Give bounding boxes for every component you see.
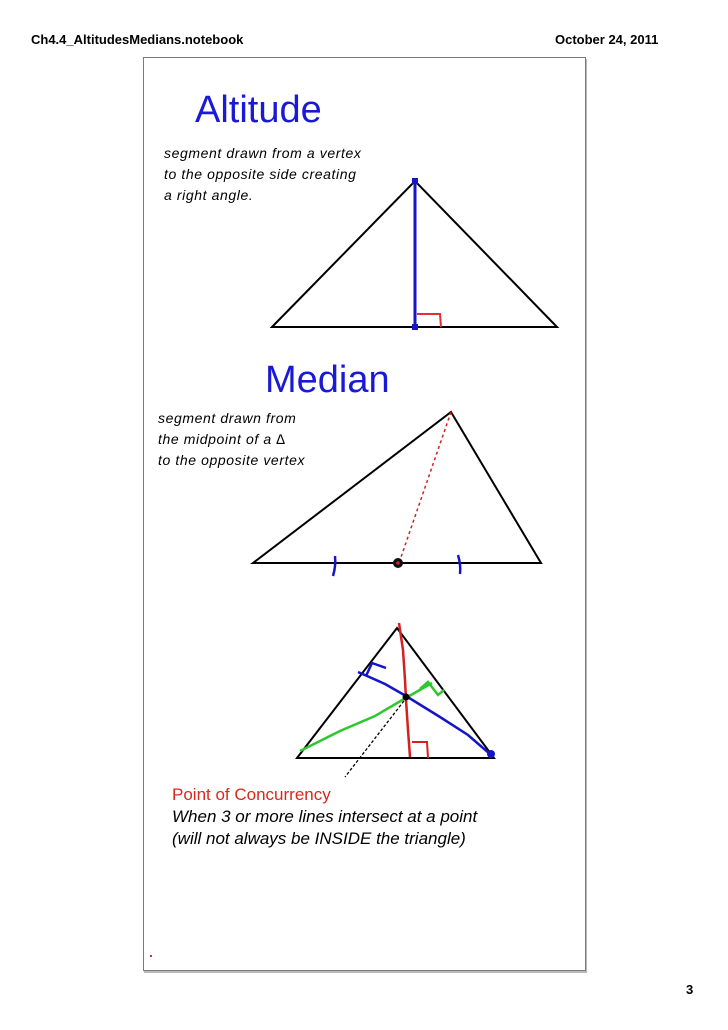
altitude-bottom-endpoint [412, 324, 418, 330]
right-angle-mark [417, 314, 441, 327]
concurrency-point [403, 694, 410, 701]
congruence-tick-right [458, 555, 460, 574]
altitude-definition-line: a right angle. [164, 187, 254, 203]
median-definition-line: the midpoint of a ∆ [158, 431, 286, 447]
green-bisector [300, 683, 432, 751]
pointer-dashed-line [345, 697, 407, 777]
red-right-angle-mark [412, 742, 428, 758]
concurrency-title: Point of Concurrency [172, 785, 331, 804]
altitude-definition-line: segment drawn from a vertex [164, 145, 362, 161]
page-number: 3 [686, 982, 694, 997]
median-segment [399, 412, 451, 563]
median-title: Median [265, 359, 390, 401]
stray-mark [150, 955, 152, 957]
congruence-tick-left [333, 556, 335, 576]
altitude-title: Altitude [195, 89, 322, 131]
blue-endpoint [487, 750, 495, 758]
midpoint-marker-center [396, 561, 400, 565]
concurrency-line: When 3 or more lines intersect at a point [172, 807, 478, 826]
altitude-top-endpoint [412, 178, 418, 184]
median-definition-line: to the opposite vertex [158, 452, 306, 468]
median-definition-line: segment drawn from [158, 410, 297, 426]
concurrency-note [172, 784, 477, 850]
notebook-date: October 24, 2011 [555, 32, 659, 47]
concurrency-diagram [297, 623, 495, 777]
altitude-definition [164, 143, 362, 206]
altitude-definition-line: to the opposite side creating [164, 166, 357, 182]
median-definition [158, 408, 305, 471]
concurrency-line: (will not always be INSIDE the triangle) [172, 829, 466, 848]
notebook-filename: Ch4.4_AltitudesMedians.notebook [31, 32, 244, 47]
